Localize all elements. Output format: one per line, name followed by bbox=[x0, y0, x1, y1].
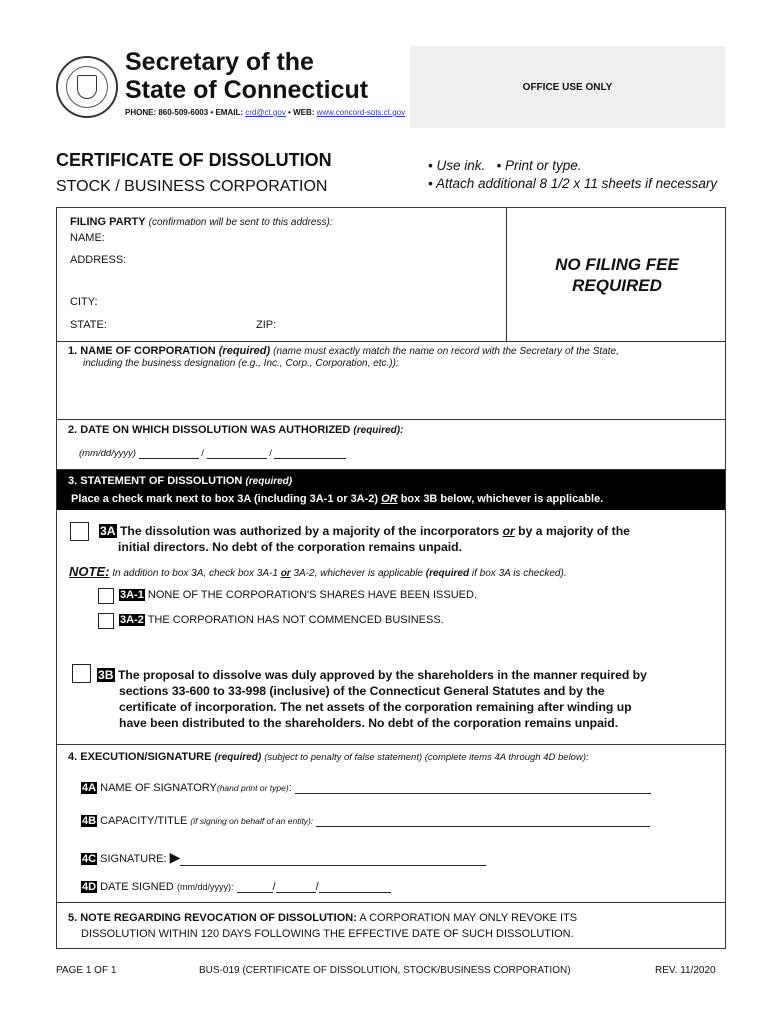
option-3b-text: 3B The proposal to dissolve was duly approved by the shareholders in the manner required by sections 33-600 to 33-998 (inclusive) of the Connecticut General Statutes and by the certificate of incorporation. The net assets of the corporation remaining after winding up have been distributed to the shareholders. No debt of the corporation remains unpaid. bbox=[98, 668, 647, 730]
state-seal-icon bbox=[56, 56, 118, 118]
state-field[interactable]: STATE: bbox=[70, 319, 107, 331]
option-3a-2-text: 3A-2 THE CORPORATION HAS NOT COMMENCED BUSINESS. bbox=[120, 614, 444, 626]
signature-field[interactable]: 4C SIGNATURE: ▶ bbox=[81, 849, 486, 866]
form-title: CERTIFICATE OF DISSOLUTION bbox=[56, 150, 332, 170]
checkbox-3a-1[interactable] bbox=[98, 588, 114, 604]
city-field[interactable]: CITY: bbox=[70, 296, 98, 308]
agency-title: Secretary of the State of Connecticut bbox=[125, 48, 369, 104]
revision: REV. 11/2020 bbox=[655, 965, 716, 976]
checkbox-3a-2[interactable] bbox=[98, 613, 114, 629]
corporation-name-input[interactable] bbox=[69, 373, 714, 415]
option-3a-text: 3A The dissolution was authorized by a majority of the incorporators or by a majority of the initial directors. No debt of the corporation remains unpaid. bbox=[100, 524, 630, 554]
date-signed-field[interactable]: 4D DATE SIGNED (mm/dd/yyyy): / / bbox=[81, 881, 391, 893]
arrow-right-icon: ▶ bbox=[169, 849, 181, 865]
page-number: PAGE 1 OF 1 bbox=[56, 965, 117, 976]
section-3-heading: 3. STATEMENT OF DISSOLUTION (required) Place a check mark next to box 3A (including 3A-1 or 3A-2) OR box 3B below, whichever is applicable. bbox=[57, 470, 725, 510]
date-authorized-input[interactable]: (mm/dd/yyyy) / / bbox=[79, 448, 346, 459]
note-3a: NOTE: In addition to box 3A, check box 3A-1 or 3A-2, whichever is applicable (required if box 3A is checked). bbox=[69, 564, 567, 579]
office-use-box: OFFICE USE ONLY bbox=[410, 46, 725, 128]
form-body: FILING PARTY (confirmation will be sent to this address): NAME: ADDRESS: CITY: STATE: ZIP: NO FILING FEE REQUIRED 1. NAME OF CORPORATION (required) (name must exactly match the name on record with the Secretary of the State, including the business designation (e.g., Inc., Corp., Corporation, etc.)): 2. DATE ON WHICH DISSOLUTION WAS AUTHORIZED (required): (mm/dd/yyyy) / / 3. STATEMENT OF DISSOLUTION (required) Place a check mark next to box 3A (including 3A-1 or 3A-2) OR box 3B below, whichever is applicable. 3A The dissolution was authorized by a majority of the incorporators or by a majority of the initial directors. No debt of the corporation remains unpaid. NOTE: In addition to box 3A, check box 3A-1 or 3A-2, whichever is applicable (required if box 3A is checked). 3A-1 NONE OF THE CORPORATION'S SHARES HAVE BEEN ISSUED. 3A-2 THE CORPORATION HAS NOT COMMENCED BUSINESS. 3B The proposal to dissolve was duly approved by the shareholders in the manner required by sections 33-600 to 33-998 (inclusive) of the Connecticut General Statutes and by the certificate of incorporation. The net assets of the corporation remaining after winding up have been distributed to the shareholders. No debt of the corporation remains unpaid. 4. EXECUTION/SIGNATURE (required) (subject to penalty of false statement) (complete items 4A through 4D below): 4A NAME OF SIGNATORY(hand print or type): 4B CAPACITY/TITLE (if signing on behalf of an entity): 4C SIGNATURE: ▶ 4D DATE SIGNED (mm/dd/yyyy): / / 5. NOTE REGARDING REVOCATION OF DISSOLUTION: A CORPORATION MAY ONLY REVOKE ITS DISSOLUTION WITHIN 120 DAYS FOLLOWING THE EFFECTIVE DATE OF SUCH DISSOLUTION. bbox=[56, 207, 726, 949]
form-id: BUS-019 (CERTIFICATE OF DISSOLUTION, STOCK/BUSINESS CORPORATION) bbox=[199, 965, 571, 976]
web-link[interactable]: www.concord-sots.ct.gov bbox=[316, 108, 406, 117]
option-3a-1-text: 3A-1 NONE OF THE CORPORATION'S SHARES HAVE BEEN ISSUED. bbox=[120, 589, 478, 601]
instructions: • Use ink. • Print or type. • Attach additional 8 1/2 x 11 sheets if necessary bbox=[428, 158, 718, 191]
contact-line: PHONE: 860-509-6003 • EMAIL: crd@ct.gov • WEB: www.concord-sots.ct.gov bbox=[125, 108, 406, 117]
section-5-note: 5. NOTE REGARDING REVOCATION OF DISSOLUTION: A CORPORATION MAY ONLY REVOKE ITS DISSOLUTION WITHIN 120 DAYS FOLLOWING THE EFFECTIVE DATE OF SUCH DISSOLUTION. bbox=[68, 912, 578, 940]
name-field[interactable]: NAME: bbox=[70, 232, 105, 244]
form-subtitle: STOCK / BUSINESS CORPORATION bbox=[56, 178, 328, 195]
tag-3a: 3A bbox=[100, 524, 116, 538]
no-fee-notice: NO FILING FEE REQUIRED bbox=[555, 255, 679, 295]
email-link[interactable]: crd@ct.gov bbox=[245, 108, 286, 117]
address-field[interactable]: ADDRESS: bbox=[70, 254, 127, 266]
checkbox-3a[interactable] bbox=[70, 522, 89, 541]
section-2-heading: 2. DATE ON WHICH DISSOLUTION WAS AUTHORIZED (required): bbox=[68, 424, 404, 436]
capacity-title-field[interactable]: 4B CAPACITY/TITLE (if signing on behalf of an entity): bbox=[81, 815, 650, 827]
signatory-name-field[interactable]: 4A NAME OF SIGNATORY(hand print or type): bbox=[81, 782, 651, 794]
section-4-heading: 4. EXECUTION/SIGNATURE (required) (subject to penalty of false statement) (complete items 4A through 4D below): bbox=[68, 751, 589, 763]
zip-field[interactable]: ZIP: bbox=[256, 319, 277, 331]
section-1-heading: 1. NAME OF CORPORATION (required) (name must exactly match the name on record with the Secretary of the State, including the business designation (e.g., Inc., Corp., Corporation, etc.)): bbox=[68, 345, 619, 369]
checkbox-3b[interactable] bbox=[72, 664, 91, 683]
